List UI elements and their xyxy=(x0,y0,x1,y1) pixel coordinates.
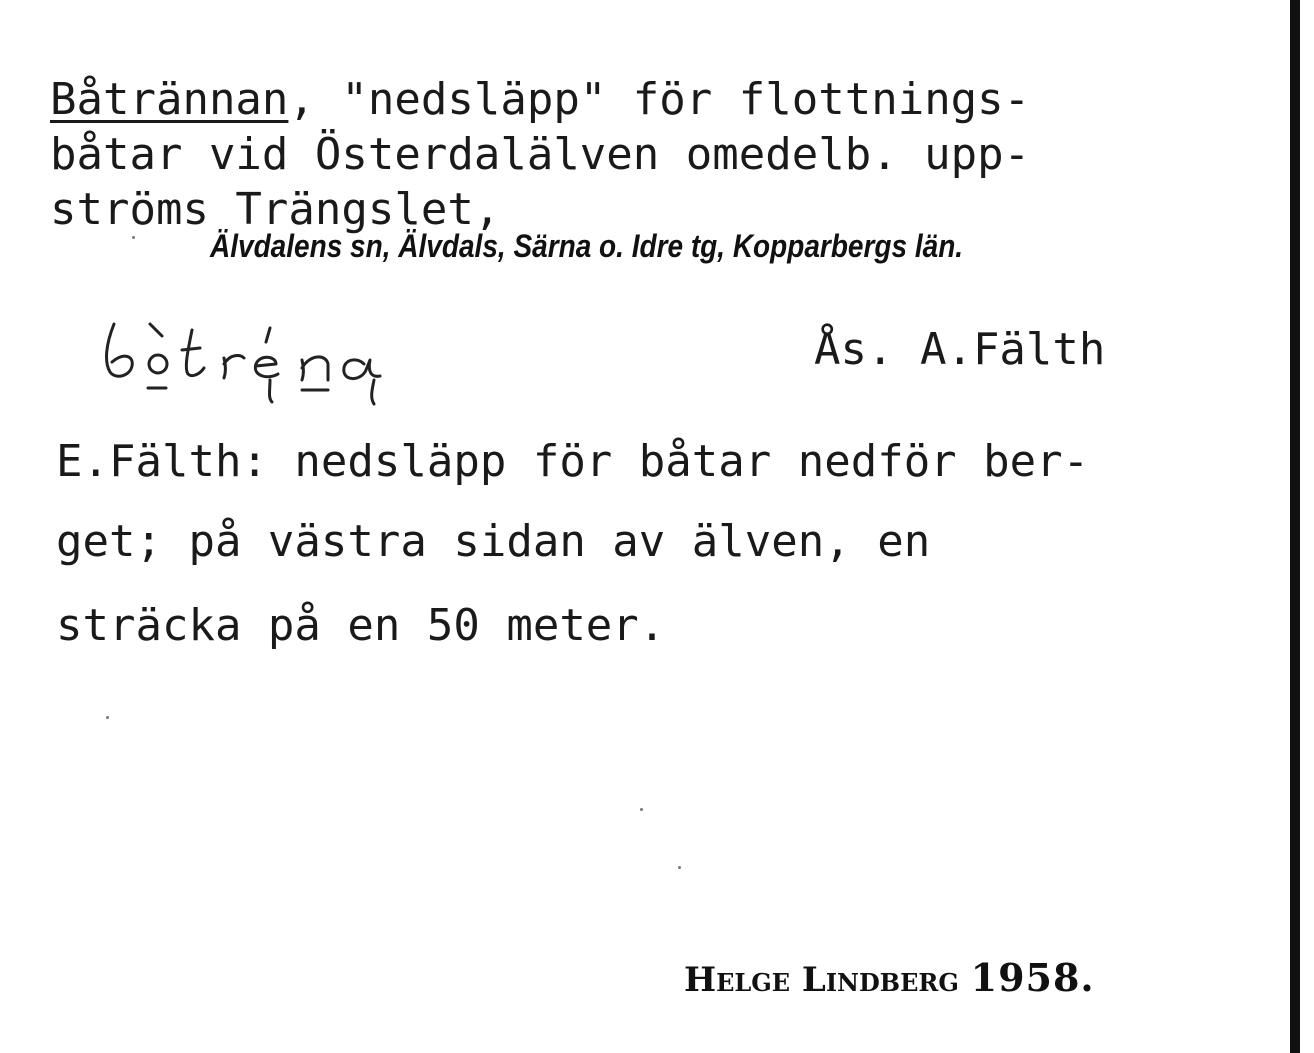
scan-speck xyxy=(640,808,643,811)
scan-speck xyxy=(106,716,109,719)
signature xyxy=(684,955,1095,1000)
location-stamp: Älvdalens sn, Älvdals, Särna o. Idre tg, Kopparbergs län. xyxy=(210,228,964,264)
entry-line-2: båtar vid Österdalälven omedelb. upp- xyxy=(50,129,1031,180)
note-line-2: get; på västra sidan av älven, en xyxy=(56,516,931,567)
headword: Båtrännan xyxy=(50,74,289,125)
entry-line-3: ströms Trängslet, xyxy=(50,184,501,235)
source-informant: Ås. A.Fälth xyxy=(814,324,1106,375)
scan-speck xyxy=(132,236,135,239)
note-line-3: sträcka på en 50 meter. xyxy=(56,600,666,651)
scan-speck xyxy=(678,866,681,869)
signature-name: Helge Lindberg xyxy=(684,960,959,1000)
card-edge-border xyxy=(1290,0,1300,1053)
entry-line-1-rest: , "nedsläpp" för flottnings- xyxy=(288,74,1031,125)
signature-year: 1958. xyxy=(970,955,1095,1000)
entry-line-1 xyxy=(50,74,1031,125)
note-line-1: E.Fälth: nedsläpp för båtar nedför ber- xyxy=(56,436,1090,487)
handwritten-pronunciation xyxy=(100,310,460,410)
